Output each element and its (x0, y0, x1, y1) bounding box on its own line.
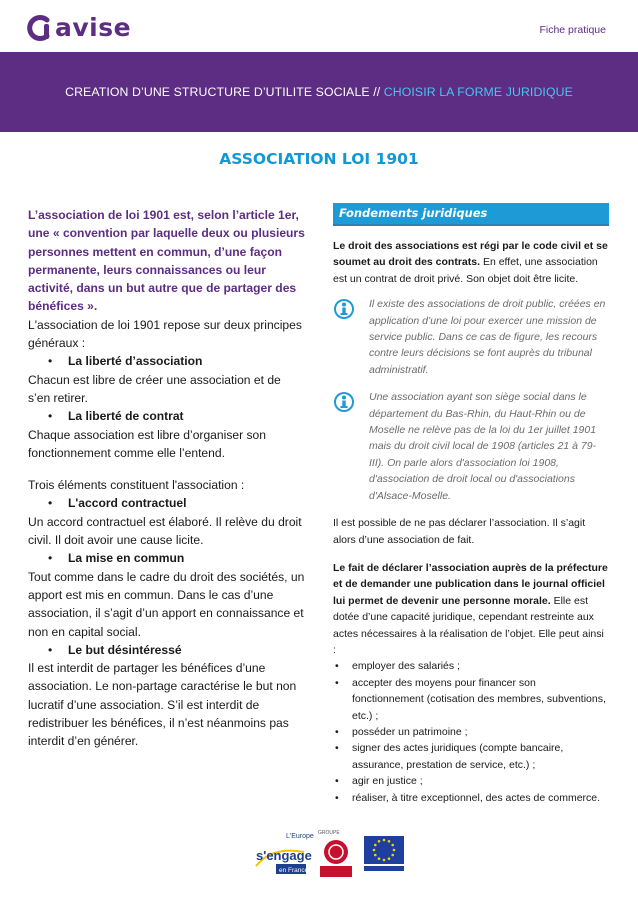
list-item (333, 724, 609, 740)
svg-text:en France: en France (279, 867, 309, 874)
left-column (28, 206, 306, 751)
europe-engage-logo (252, 826, 314, 884)
undeclared-paragraph: Il est possible de ne pas déclarer l’association. Il s’agit alors d’une association de fait. (333, 517, 586, 546)
declaration-paragraph (333, 560, 609, 658)
bullet: • (335, 676, 339, 689)
elements-intro: Trois éléments constituent l'association : (28, 478, 245, 493)
brand-name: avise (55, 13, 132, 42)
declaration-bold: Le fait de déclarer l’association auprès de la préfecture et de demander une publication dans le journal officiel lui permet de devenir une personne morale. (333, 561, 608, 607)
intro-quote: L’association de loi 1901 est, selon l’article 1er, une « convention par laquelle deux ou plusieurs personnes mettent en commun, d’une façon permanente, leurs connaissances ou leur activité, dans un but autre que de partager des bénéfices ». (28, 208, 305, 314)
bullet: • (335, 775, 339, 788)
element-heading: • Le but désintéressé (28, 641, 306, 659)
caisse-des-depots-logo (314, 826, 358, 884)
declaration-rest: Elle est dotée d’une capacité juridique, cependant restreinte aux actes nécessaires à la réalisation de l’objet. Elle peut ainsi : (333, 594, 604, 656)
page-title: ASSOCIATION LOI 1901 (219, 150, 419, 168)
banner-title (65, 85, 573, 99)
bullet: • (335, 660, 339, 673)
list-item-text: agir en justice ; (352, 775, 423, 788)
principles-intro: L'association de loi 1901 repose sur deux principes généraux : (28, 317, 302, 351)
element-text: Un accord contractuel est élaboré. Il relève du droit civil. Il doit avoir une cause licite. (28, 514, 302, 548)
bullet: • (335, 725, 339, 738)
list-item-text: réaliser, à titre exceptionnel, des actes de commerce. (352, 791, 601, 804)
svg-text:L'Europe: L'Europe (286, 833, 314, 840)
svg-text:GROUPE: GROUPE (318, 830, 340, 836)
info-icon (333, 296, 369, 378)
list-item-text: signer des actes juridiques (compte bancaire, assurance, prestation de service, etc.) ; (352, 742, 564, 771)
list-item (333, 675, 609, 724)
title-banner (0, 52, 638, 132)
list-item (333, 790, 609, 806)
list-item (333, 658, 609, 674)
info-note (333, 389, 609, 504)
avise-logo-mark (27, 15, 51, 41)
list-item (333, 740, 609, 773)
principle-text: Chaque association est libre d’organiser son fonctionnement comme elle l’entend. (28, 427, 266, 460)
list-item-text: posséder un patrimoine ; (352, 725, 468, 738)
bullet: • (335, 791, 339, 804)
element-text: Il est interdit de partager les bénéfices d’une association. Le non-partage caractérise le but non lucratif d’une association. S’il est interdit de redistribuer les bénéfices, il n’est néanmoins pas interdit d’en générer. (28, 661, 297, 749)
element-heading: • L'accord contractuel (28, 494, 306, 512)
list-item-text: employer des salariés ; (352, 660, 460, 673)
section-header: Fondements juridiques (333, 203, 609, 226)
element-heading: • La mise en commun (28, 549, 306, 567)
banner-title-highlight: CHOISIR LA FORME JURIDIQUE (383, 85, 573, 99)
bullet: • (335, 742, 339, 755)
eu-flag-logo (364, 826, 410, 884)
list-item (333, 773, 609, 789)
capacity-list (333, 658, 609, 806)
info-icon (333, 389, 369, 504)
document-type-label: Fiche pratique (539, 24, 606, 36)
principle-text: Chacun est libre de créer une association et de s’en retirer. (28, 372, 281, 405)
info-note-text: Une association ayant son siège social dans le département du Bas-Rhin, du Haut-Rhin ou de Moselle ne relève pas de la loi du 1er juillet 1901 mais du droit civil local de 1908 (articles 21 à 79-III). On parle alors d'association loi 1908, d'association de droit local ou d'associations d'Alsace-Moselle. (369, 391, 597, 502)
legal-basis-bold: Le droit des associations est régi par le code civil et se soumet au droit des contrats. (333, 240, 608, 269)
svg-text:s'engage: s'engage (256, 848, 312, 863)
banner-title-main: CREATION D’UNE STRUCTURE D’UTILITE SOCIALE // (65, 85, 384, 99)
principle-heading: • La liberté d’association (28, 352, 306, 370)
info-note-text: Il existe des associations de droit public, créées en application d’une loi pour exercer une mission de service public. Dans ce cas de figure, les recours contre leurs décisions se font auprès du tribunal administratif. (369, 298, 606, 376)
element-text: Tout comme dans le cadre du droit des sociétés, un apport est mis en commun. Dans le cas d’une association, il s’agit d’un apport en connaissance et non en capital social. (28, 569, 305, 639)
legal-basis-paragraph (333, 238, 609, 287)
info-note (333, 296, 609, 378)
principle-heading: • La liberté de contrat (28, 407, 306, 425)
partner-logos (252, 826, 404, 884)
list-item-text: accepter des moyens pour financer son fonctionnement (cotisation des membres, subventions, etc.) ; (352, 676, 606, 722)
right-column (333, 203, 609, 806)
avise-logo[interactable] (27, 14, 131, 42)
spacer (28, 462, 306, 476)
legal-basis-rest: En effet, une association est un contrat de droit privé. Son objet doit être licite. (333, 256, 598, 285)
